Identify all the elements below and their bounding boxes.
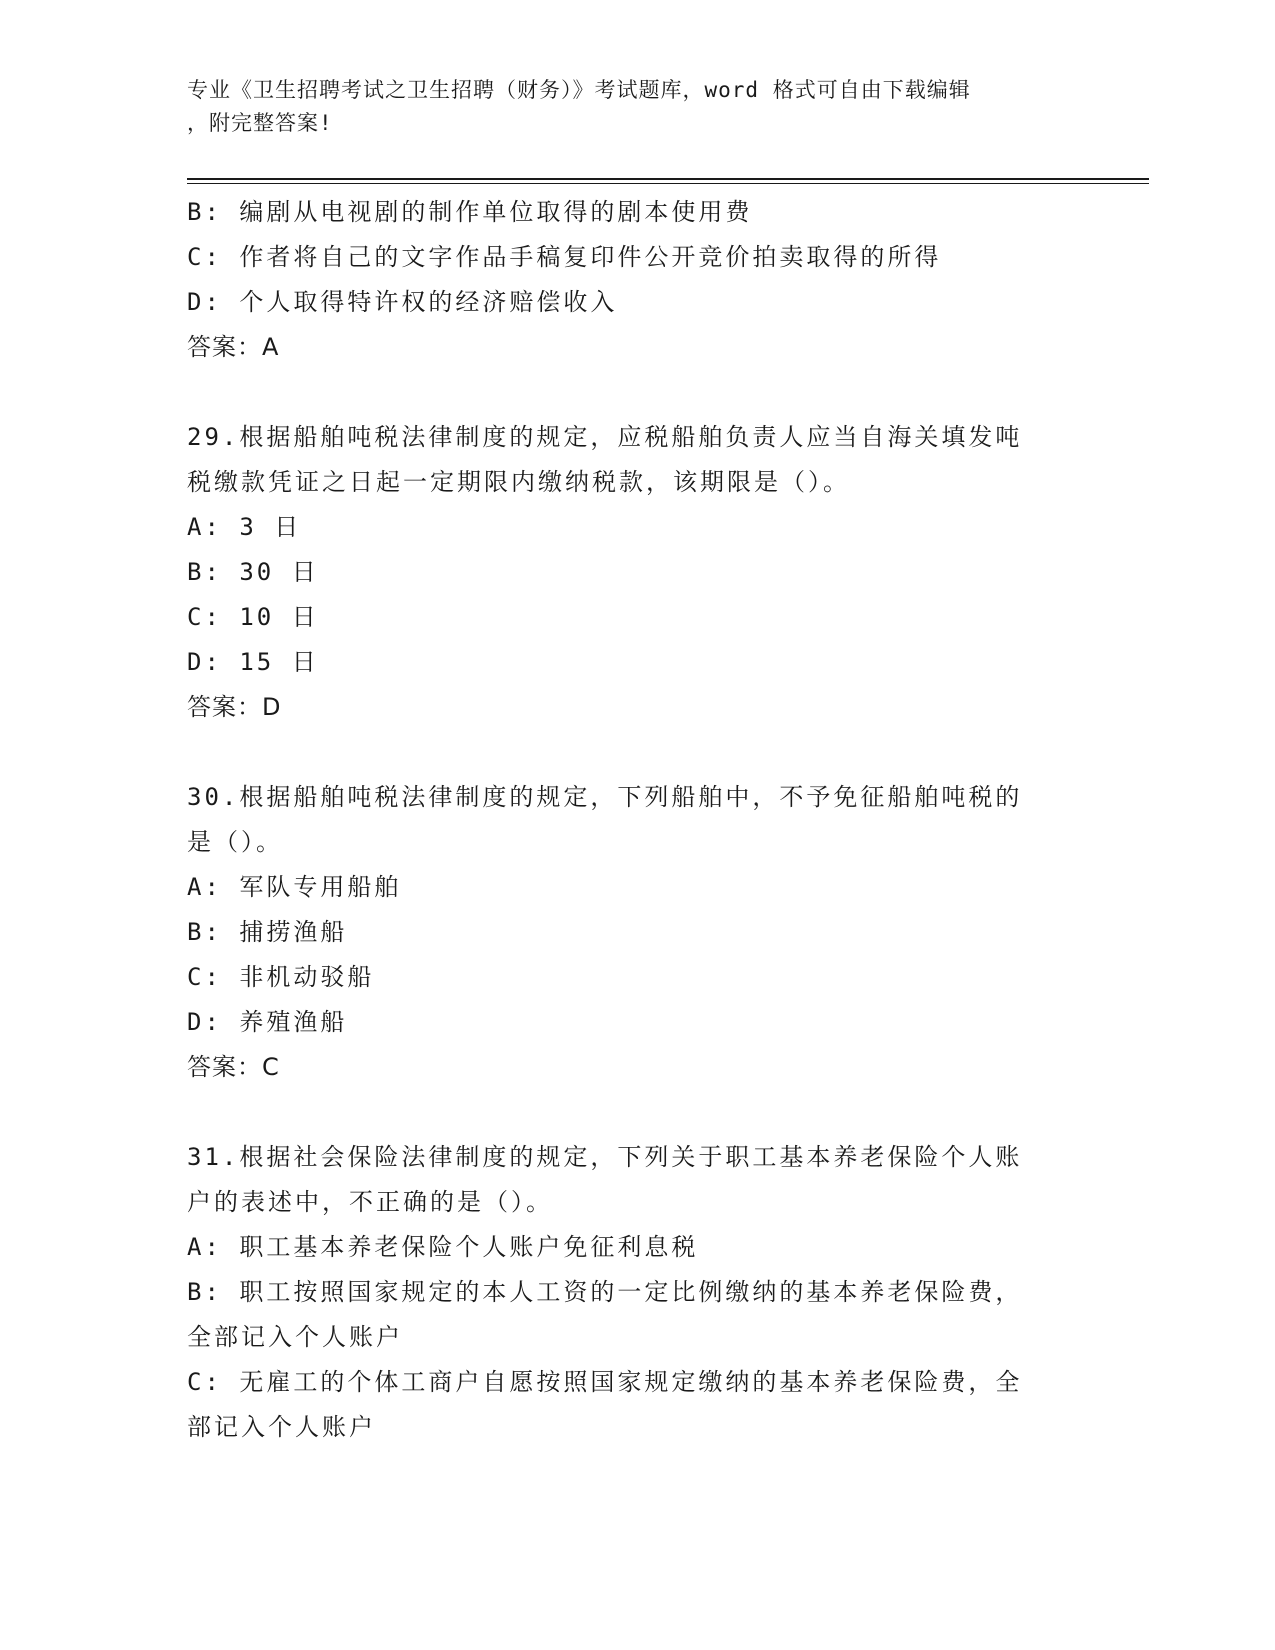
question-31 bbox=[187, 1135, 1087, 1450]
question-28-tail bbox=[187, 190, 1087, 370]
option-d: D: 个人取得特许权的经济赔偿收入 bbox=[187, 288, 618, 316]
option-c-continued: 部记入个人账户 bbox=[187, 1413, 376, 1441]
option-a: A: 3 日 bbox=[187, 513, 302, 541]
option-b: B: 职工按照国家规定的本人工资的一定比例缴纳的基本养老保险费， bbox=[187, 1278, 1023, 1306]
header-line-2: ，附完整答案! bbox=[187, 111, 333, 135]
document-header bbox=[187, 74, 1067, 140]
answer: 答案：D bbox=[187, 693, 282, 721]
option-c: C: 10 日 bbox=[187, 603, 319, 631]
spacer bbox=[187, 1090, 1087, 1135]
spacer bbox=[187, 370, 1087, 415]
option-c: C: 无雇工的个体工商户自愿按照国家规定缴纳的基本养老保险费，全 bbox=[187, 1368, 1023, 1396]
header-divider-thin bbox=[187, 183, 1149, 184]
option-c: C: 非机动驳船 bbox=[187, 963, 375, 991]
option-b: B: 捕捞渔船 bbox=[187, 918, 348, 946]
answer: 答案：A bbox=[187, 333, 280, 361]
option-b-continued: 全部记入个人账户 bbox=[187, 1323, 403, 1351]
option-b: B: 30 日 bbox=[187, 558, 319, 586]
answer: 答案：C bbox=[187, 1053, 280, 1081]
question-stem-line: 户的表述中，不正确的是（）。 bbox=[187, 1188, 553, 1216]
header-line-1: 专业《卫生招聘考试之卫生招聘（财务）》考试题库，word 格式可自由下载编辑 bbox=[187, 78, 971, 102]
spacer bbox=[187, 730, 1087, 775]
option-d: D: 15 日 bbox=[187, 648, 319, 676]
question-30 bbox=[187, 775, 1087, 1090]
option-b: B: 编剧从电视剧的制作单位取得的剧本使用费 bbox=[187, 198, 753, 226]
question-stem-line: 是（）。 bbox=[187, 828, 283, 856]
option-a: A: 军队专用船舶 bbox=[187, 873, 402, 901]
header-divider-thick bbox=[187, 178, 1149, 180]
question-stem-line: 29.根据船舶吨税法律制度的规定，应税船舶负责人应当自海关填发吨 bbox=[187, 423, 1023, 451]
option-a: A: 职工基本养老保险个人账户免征利息税 bbox=[187, 1233, 699, 1261]
question-29 bbox=[187, 415, 1087, 730]
option-d: D: 养殖渔船 bbox=[187, 1008, 348, 1036]
document-body bbox=[187, 190, 1087, 1450]
option-c: C: 作者将自己的文字作品手稿复印件公开竞价拍卖取得的所得 bbox=[187, 243, 942, 271]
question-stem-line: 31.根据社会保险法律制度的规定，下列关于职工基本养老保险个人账 bbox=[187, 1143, 1023, 1171]
question-stem-line: 30.根据船舶吨税法律制度的规定，下列船舶中，不予免征船舶吨税的 bbox=[187, 783, 1023, 811]
question-stem-line: 税缴款凭证之日起一定期限内缴纳税款，该期限是（）。 bbox=[187, 468, 850, 496]
